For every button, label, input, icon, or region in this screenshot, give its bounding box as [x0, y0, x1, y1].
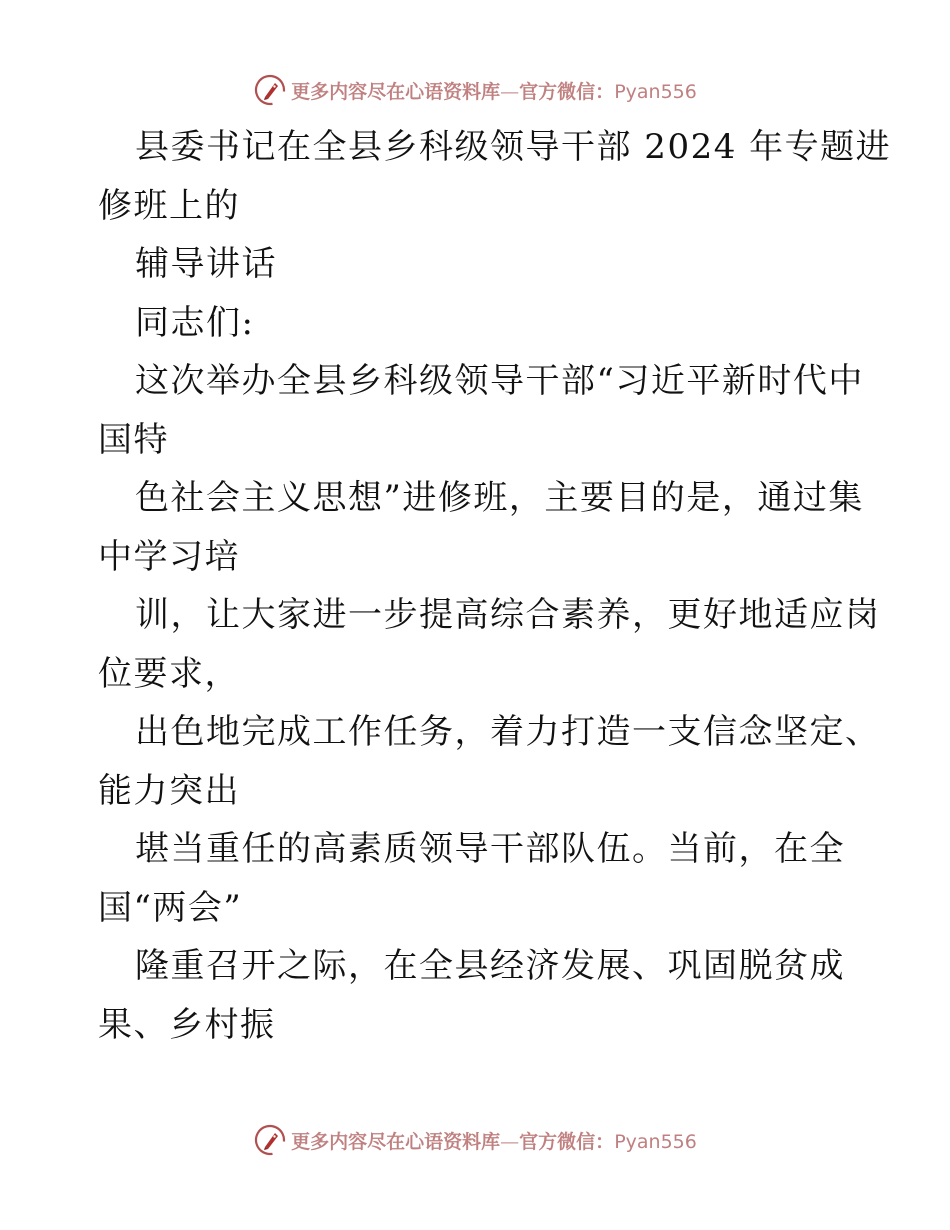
document-body	[98, 118, 892, 1054]
title-line-2: 修班上的	[98, 185, 240, 226]
paragraph-line: 位要求，	[98, 653, 240, 694]
watermark-separator: —	[500, 80, 520, 103]
paragraph-line: 这次举办全县乡科级领导干部“习近平新时代中	[135, 361, 864, 401]
watermark-site-text: 更多内容尽在心语资料库	[291, 80, 501, 103]
paragraph-line: 出色地完成工作任务，着力打造一支信念坚定、	[135, 712, 881, 752]
watermark-site-text: 更多内容尽在心语资料库	[291, 1130, 501, 1153]
paragraph-line: 中学习培	[98, 536, 240, 577]
paragraph-line: 堪当重任的高素质领导干部队伍。当前，在全	[135, 829, 845, 869]
header-watermark-banner	[0, 70, 950, 110]
footer-watermark-banner	[0, 1120, 950, 1160]
salutation-line: 同志们:	[135, 302, 255, 343]
paragraph-line: 隆重召开之际，在全县经济发展、巩固脱贫成	[135, 946, 845, 986]
paragraph-line: 训，让大家进一步提高综合素养，更好地适应岗	[135, 595, 881, 635]
pen-nib-logo-icon	[253, 73, 287, 107]
paragraph-line: 果、乡村振	[98, 1004, 276, 1045]
paragraph-line: 国特	[98, 419, 169, 460]
watermark-separator: —	[500, 1130, 520, 1153]
subtitle-line: 辅导讲话	[135, 244, 277, 284]
paragraph-line: 色社会主义思想”进修班，主要目的是，通过集	[135, 478, 864, 518]
watermark-wechat-label: 官方微信：	[519, 1130, 615, 1153]
watermark-wechat-id: Pyan556	[614, 80, 697, 103]
paragraph-line: 能力突出	[98, 770, 240, 811]
paragraph-line: 国“两会”	[98, 887, 243, 928]
title-line-1: 县委书记在全县乡科级领导干部 2024 年专题进	[135, 127, 892, 167]
watermark-wechat-label: 官方微信：	[519, 80, 615, 103]
pen-nib-logo-icon	[253, 1123, 287, 1157]
watermark-wechat-id: Pyan556	[614, 1130, 697, 1153]
